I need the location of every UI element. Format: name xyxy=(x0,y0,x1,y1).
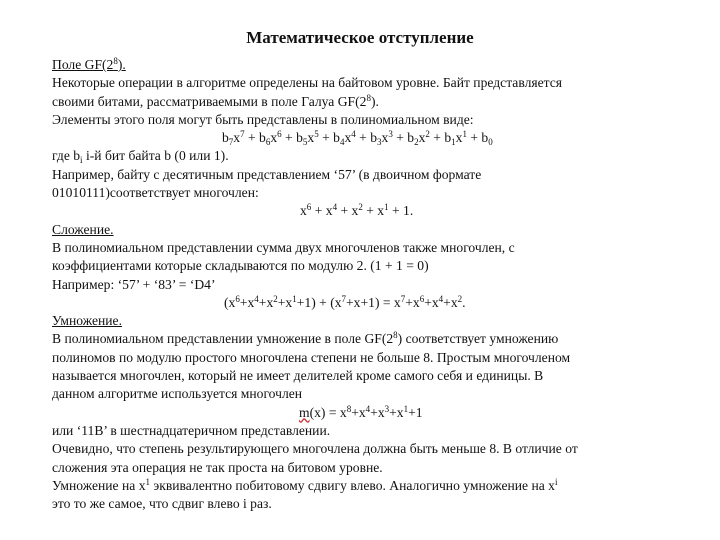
paragraph: или ‘11B’ в шестнадцатеричном представлении. xyxy=(52,422,331,438)
paragraph: Элементы этого поля могут быть представлены в полиномиальном виде: xyxy=(52,111,474,127)
paragraph: 01010111)соответствует многочлен: xyxy=(52,185,259,201)
paragraph: где $b_i$ i-й бит байта b (0 или 1). xyxy=(52,148,229,166)
paragraph: полиномов по модулю простого многочлена степени не больше 8. Простым многочленом xyxy=(52,349,571,365)
paragraph: сложения эта операция не так проста на битовом уровне. xyxy=(52,459,383,475)
page-title: Математическое отступление xyxy=(246,28,474,47)
formula-addition: $(x^6+x^4+x^2+x^1+1) + (x^7+x+1) = x^7+x^6+x^4+x^2$. xyxy=(224,293,466,310)
paragraph: данном алгоритме используется многочлен xyxy=(52,386,303,402)
paragraph: своими битами, рассматриваемыми в поле Галуа $GF(2^8)$. xyxy=(52,92,379,109)
paragraph: Умножение на $x^1$ эквивалентно побитовому сдвигу влево. Аналогично умножение на $x^i$ xyxy=(52,476,558,493)
paragraph: В полиномиальном представлении умножение в поле $GF(2^8)$ соответствует умножению xyxy=(52,330,559,347)
paragraph: называется многочлен, который не имеет делителей кроме самого себя и единицы. В xyxy=(52,368,544,384)
section-heading-multiplication: Умножение. xyxy=(52,313,122,329)
paragraph: коэффициентами которые складываются по модулю 2. (1 + 1 = 0) xyxy=(52,258,429,274)
formula-example-polynomial: $x^6 + x^4 + x^2 + x^1 + 1$. xyxy=(300,202,414,219)
paragraph: В полиномиальном представлении сумма двух многочленов также многочлен, с xyxy=(52,239,515,255)
document-body xyxy=(52,56,692,513)
formula-general-polynomial: $b_7x^7 + b_6x^6 + b_5x^5 + b_4x^4 + b_3x^3 + b_2x^2 + b_1x^1 + b_0$ xyxy=(222,129,493,148)
paragraph: это то же самое, что сдвиг влево i раз. xyxy=(52,496,272,512)
formula-irreducible-polynomial: $m(x) = x^8+x^4+x^3+x^1+1$ xyxy=(299,403,423,420)
section-heading-field: Поле $GF(2^8)$. xyxy=(52,56,126,72)
section-heading-addition: Сложение. xyxy=(52,221,114,237)
paragraph: Некоторые операции в алгоритме определены на байтовом уровне. Байт представляется xyxy=(52,75,563,91)
paragraph: Например, байту с десятичным представлением ‘57’ (в двоичном формате xyxy=(52,166,482,182)
paragraph: Очевидно, что степень результирующего многочлена должна быть меньше 8. В отличие от xyxy=(52,441,578,457)
paragraph: Например: ‘57’ + ‘83’ = ‘D4’ xyxy=(52,276,216,292)
